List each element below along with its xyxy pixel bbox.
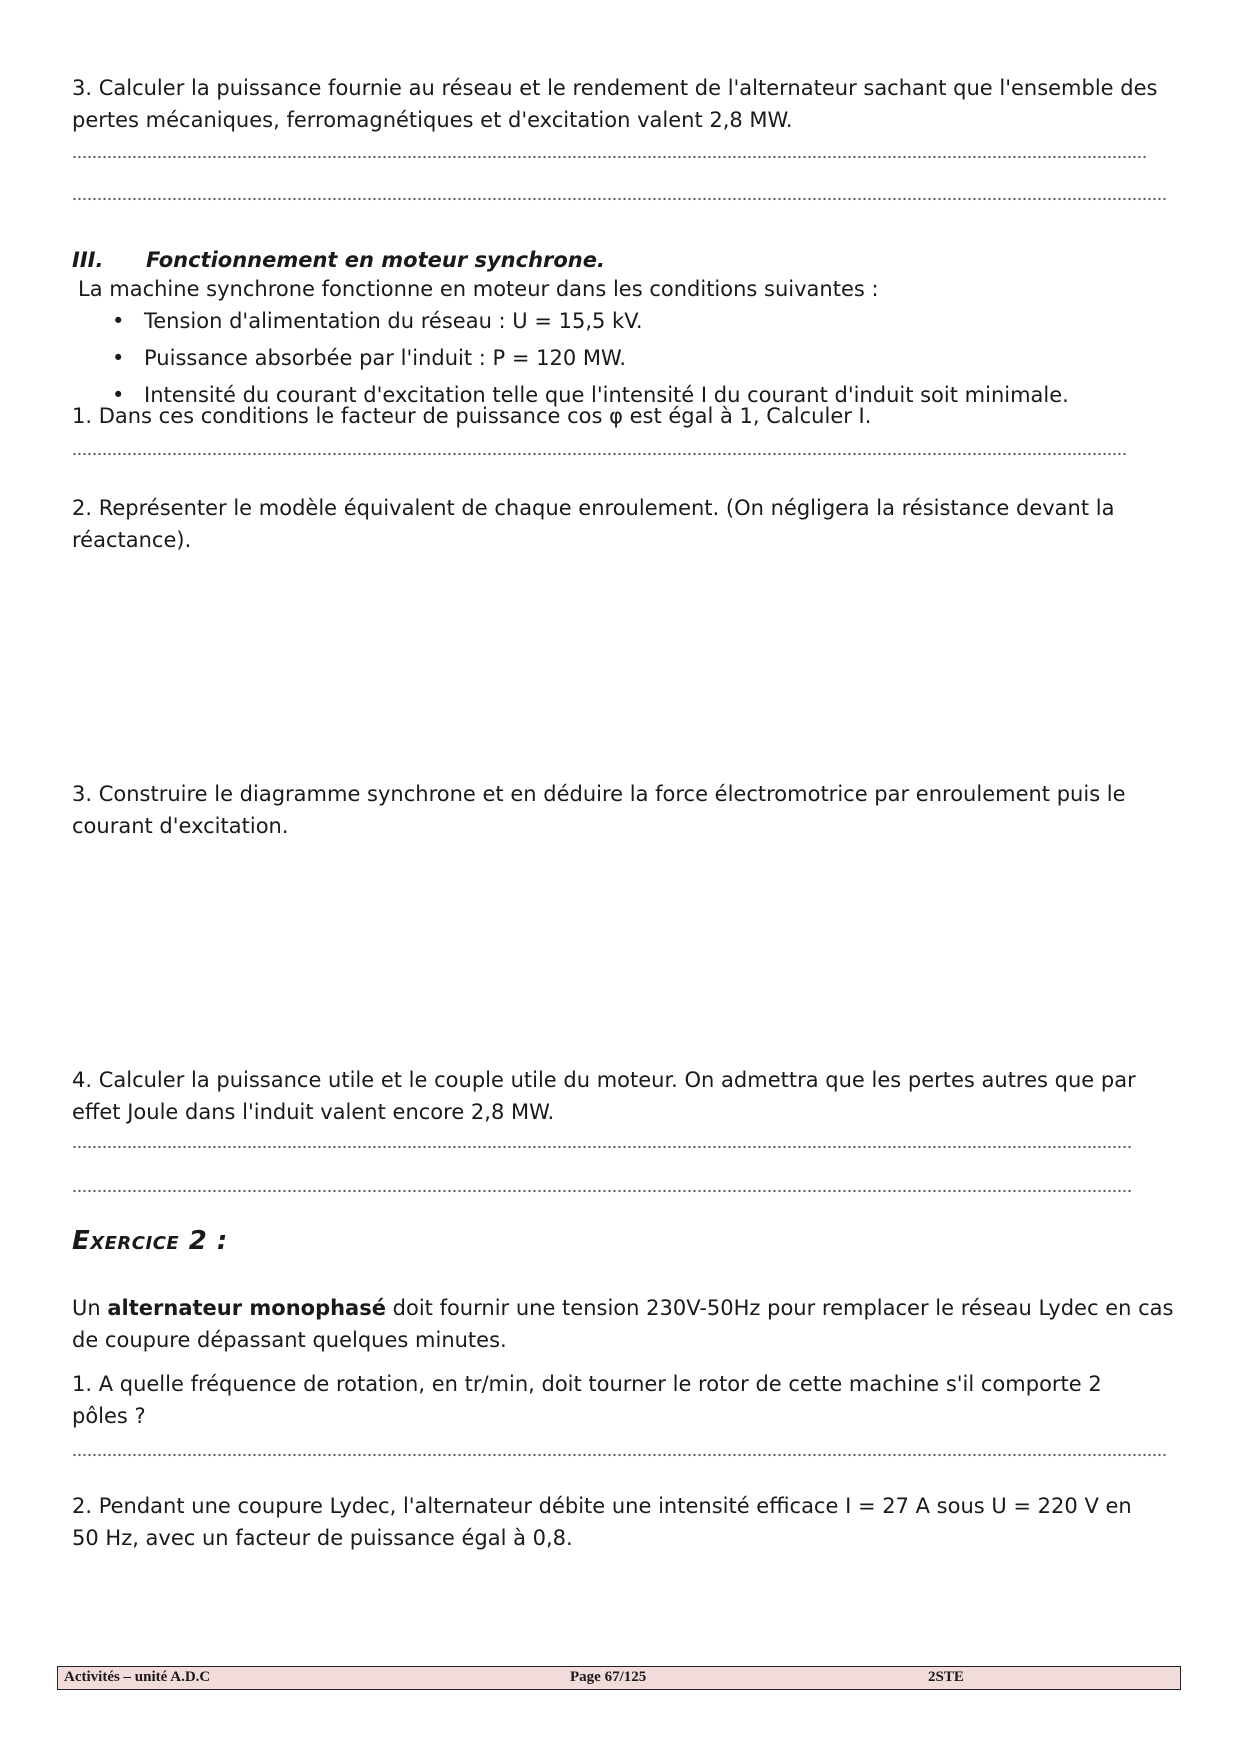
section-3-heading: [72, 244, 605, 276]
exercice-2-question-2-line-2: 50 Hz, avec un facteur de puissance égal à 0,8.: [72, 1526, 573, 1550]
question-3-line-2: pertes mécaniques, ferromagnétiques et d'excitation valent 2,8 MW.: [72, 108, 793, 132]
bullet-icon: •: [112, 346, 125, 370]
footer-page-number: Page 67/125: [570, 1669, 647, 1685]
bullet-icon: •: [112, 309, 125, 333]
exercice-2-intro-line-2: de coupure dépassant quelques minutes.: [72, 1328, 507, 1352]
footer-class: 2STE: [928, 1669, 964, 1685]
section-3-title: Fonctionnement en moteur synchrone.: [146, 248, 605, 272]
bullet-icon: •: [112, 383, 125, 407]
page-footer: [57, 1666, 1181, 1690]
answer-dotted-line: [72, 1144, 1132, 1150]
answer-dotted-line: [72, 451, 1127, 457]
answer-dotted-line: [72, 1188, 1132, 1194]
list-item: • Puissance absorbée par l'induit : P = 120 MW.: [112, 342, 1069, 379]
section-3-question-3-line-1: 3. Construire le diagramme synchrone et en déduire la force électromotrice par enroulement puis le: [72, 782, 1126, 806]
section-3-question-4-line-1: 4. Calculer la puissance utile et le couple utile du moteur. On admettra que les pertes autres que par: [72, 1068, 1136, 1092]
answer-dotted-line: [72, 1452, 1167, 1458]
list-item: • Intensité du courant d'excitation telle que l'intensité I du courant d'induit soit minimale.: [112, 379, 1069, 416]
list-item: • Tension d'alimentation du réseau : U = 15,5 kV.: [112, 305, 1069, 342]
exercice-2-question-1-line-2: pôles ?: [72, 1404, 146, 1428]
question-3-line-1: 3. Calculer la puissance fournie au réseau et le rendement de l'alternateur sachant que l'ensemble des: [72, 76, 1158, 100]
section-3-question-1: 1. Dans ces conditions le facteur de puissance cos φ est égal à 1, Calculer I.: [72, 404, 872, 428]
section-3-question-3-line-2: courant d'excitation.: [72, 814, 289, 838]
document-page: [72, 0, 1180, 1754]
section-3-question-2-line-2: réactance).: [72, 528, 192, 552]
answer-dotted-line: [72, 196, 1167, 202]
section-3-number: III.: [72, 248, 104, 272]
section-3-intro: La machine synchrone fonctionne en moteur dans les conditions suivantes :: [78, 277, 879, 301]
footer-unit: Activités – unité A.D.C: [64, 1669, 211, 1685]
answer-dotted-line: [72, 154, 1147, 160]
emphasis-text: alternateur monophasé: [107, 1296, 386, 1320]
exercice-2-intro-line-1: Un alternateur monophasé doit fournir une tension 230V-50Hz pour remplacer le réseau Lydec en cas: [72, 1296, 1174, 1320]
section-3-question-4-line-2: effet Joule dans l'induit valent encore 2,8 MW.: [72, 1100, 555, 1124]
exercice-2-question-2-line-1: 2. Pendant une coupure Lydec, l'alternateur débite une intensité efficace I = 27 A sous U = 220 V en: [72, 1494, 1132, 1518]
section-3-question-2-line-1: 2. Représenter le modèle équivalent de chaque enroulement. (On négligera la résistance devant la: [72, 496, 1115, 520]
exercice-2-title: Exercice 2 :: [72, 1226, 228, 1256]
exercice-2-question-1-line-1: 1. A quelle fréquence de rotation, en tr/min, doit tourner le rotor de cette machine s'il comporte 2: [72, 1372, 1102, 1396]
